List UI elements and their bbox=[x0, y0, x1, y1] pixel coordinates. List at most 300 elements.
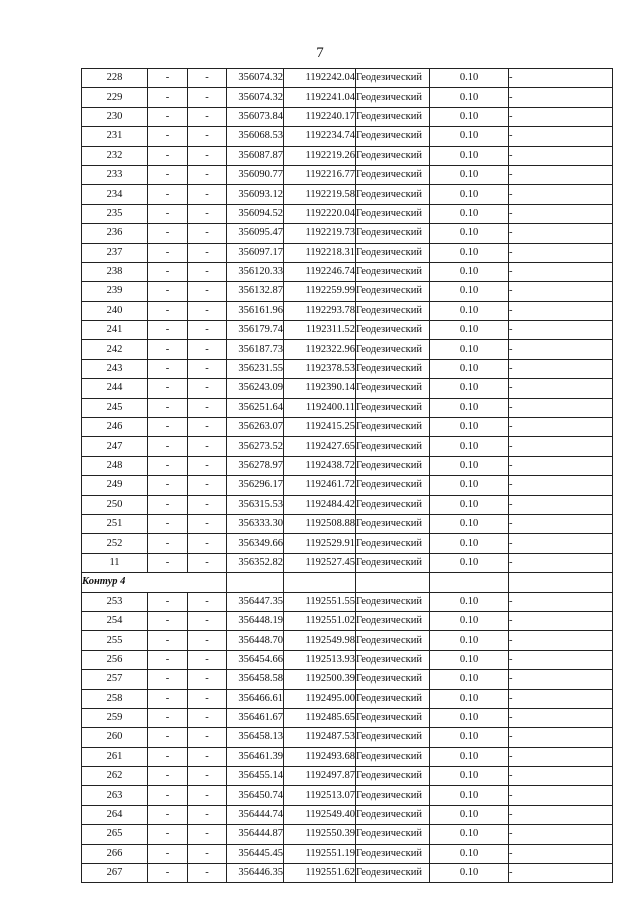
method-cell: Геодезический bbox=[356, 321, 430, 340]
description-cell: - bbox=[509, 262, 613, 281]
description-cell: - bbox=[509, 379, 613, 398]
coord-y-cell: 1192485.65 bbox=[284, 708, 356, 727]
old-x-cell: - bbox=[148, 282, 188, 301]
precision-cell: 0.10 bbox=[430, 379, 509, 398]
old-y-cell: - bbox=[188, 437, 227, 456]
coordinates-table-body bbox=[82, 69, 613, 883]
point-number-cell: 249 bbox=[82, 476, 148, 495]
description-cell: - bbox=[509, 864, 613, 883]
coord-x-cell: 356187.73 bbox=[227, 340, 284, 359]
old-x-cell: - bbox=[148, 728, 188, 747]
old-y-cell: - bbox=[188, 553, 227, 572]
old-y-cell: - bbox=[188, 708, 227, 727]
description-cell: - bbox=[509, 495, 613, 514]
old-x-cell: - bbox=[148, 456, 188, 475]
old-y-cell: - bbox=[188, 165, 227, 184]
old-x-cell: - bbox=[148, 127, 188, 146]
point-number-cell: 252 bbox=[82, 534, 148, 553]
old-x-cell: - bbox=[148, 553, 188, 572]
coord-x-cell: 356074.32 bbox=[227, 88, 284, 107]
coord-x-cell: 356461.39 bbox=[227, 747, 284, 766]
old-y-cell: - bbox=[188, 456, 227, 475]
old-y-cell: - bbox=[188, 146, 227, 165]
method-cell: Геодезический bbox=[356, 437, 430, 456]
table-row bbox=[82, 689, 613, 708]
old-y-cell: - bbox=[188, 844, 227, 863]
old-x-cell: - bbox=[148, 514, 188, 533]
coord-x-cell: 356455.14 bbox=[227, 767, 284, 786]
precision-cell: 0.10 bbox=[430, 650, 509, 669]
old-x-cell: - bbox=[148, 359, 188, 378]
precision-cell: 0.10 bbox=[430, 456, 509, 475]
table-row bbox=[82, 359, 613, 378]
coord-y-cell: 1192484.42 bbox=[284, 495, 356, 514]
method-cell: Геодезический bbox=[356, 864, 430, 883]
old-x-cell: - bbox=[148, 340, 188, 359]
old-x-cell: - bbox=[148, 611, 188, 630]
method-cell: Геодезический bbox=[356, 825, 430, 844]
point-number-cell: 11 bbox=[82, 553, 148, 572]
old-x-cell: - bbox=[148, 107, 188, 126]
coord-y-cell: 1192216.77 bbox=[284, 165, 356, 184]
table-row bbox=[82, 69, 613, 88]
old-y-cell: - bbox=[188, 767, 227, 786]
point-number-cell: 254 bbox=[82, 611, 148, 630]
table-row bbox=[82, 398, 613, 417]
coord-x-cell: 356278.97 bbox=[227, 456, 284, 475]
point-number-cell: 244 bbox=[82, 379, 148, 398]
old-y-cell: - bbox=[188, 107, 227, 126]
description-cell: - bbox=[509, 437, 613, 456]
coord-y-cell: 1192551.62 bbox=[284, 864, 356, 883]
description-cell: - bbox=[509, 708, 613, 727]
table-row bbox=[82, 282, 613, 301]
point-number-cell: 267 bbox=[82, 864, 148, 883]
precision-cell: 0.10 bbox=[430, 321, 509, 340]
old-y-cell: - bbox=[188, 825, 227, 844]
description-cell: - bbox=[509, 301, 613, 320]
old-y-cell: - bbox=[188, 476, 227, 495]
table-row bbox=[82, 708, 613, 727]
old-y-cell: - bbox=[188, 747, 227, 766]
coord-y-cell: 1192461.72 bbox=[284, 476, 356, 495]
coord-x-cell: 356251.64 bbox=[227, 398, 284, 417]
coord-y-cell: 1192550.39 bbox=[284, 825, 356, 844]
method-cell: Геодезический bbox=[356, 165, 430, 184]
coord-y-cell: 1192378.53 bbox=[284, 359, 356, 378]
description-cell: - bbox=[509, 805, 613, 824]
contour-header-row bbox=[82, 573, 613, 592]
method-cell: Геодезический bbox=[356, 301, 430, 320]
method-cell: Геодезический bbox=[356, 262, 430, 281]
precision-cell: 0.10 bbox=[430, 88, 509, 107]
coord-x-cell: 356087.87 bbox=[227, 146, 284, 165]
coord-x-cell: 356458.13 bbox=[227, 728, 284, 747]
coord-y-cell: 1192551.19 bbox=[284, 844, 356, 863]
coord-y-cell: 1192513.07 bbox=[284, 786, 356, 805]
old-y-cell: - bbox=[188, 805, 227, 824]
description-cell: - bbox=[509, 689, 613, 708]
old-y-cell: - bbox=[188, 243, 227, 262]
coord-x-cell: 356461.67 bbox=[227, 708, 284, 727]
description-cell: - bbox=[509, 670, 613, 689]
table-row bbox=[82, 767, 613, 786]
method-cell: Геодезический bbox=[356, 340, 430, 359]
point-number-cell: 242 bbox=[82, 340, 148, 359]
old-y-cell: - bbox=[188, 728, 227, 747]
coord-x-cell: 356090.77 bbox=[227, 165, 284, 184]
point-number-cell: 232 bbox=[82, 146, 148, 165]
description-cell: - bbox=[509, 611, 613, 630]
old-y-cell: - bbox=[188, 185, 227, 204]
method-cell: Геодезический bbox=[356, 398, 430, 417]
coord-x-cell: 356068.53 bbox=[227, 127, 284, 146]
precision-cell: 0.10 bbox=[430, 359, 509, 378]
description-cell: - bbox=[509, 282, 613, 301]
table-row bbox=[82, 88, 613, 107]
method-cell: Геодезический bbox=[356, 379, 430, 398]
method-cell: Геодезический bbox=[356, 534, 430, 553]
coord-x-cell: 356231.55 bbox=[227, 359, 284, 378]
method-cell: Геодезический bbox=[356, 592, 430, 611]
point-number-cell: 240 bbox=[82, 301, 148, 320]
empty-cell bbox=[356, 573, 430, 592]
coord-x-cell: 356349.66 bbox=[227, 534, 284, 553]
coord-x-cell: 356466.61 bbox=[227, 689, 284, 708]
point-number-cell: 250 bbox=[82, 495, 148, 514]
description-cell: - bbox=[509, 185, 613, 204]
table-row bbox=[82, 786, 613, 805]
precision-cell: 0.10 bbox=[430, 185, 509, 204]
description-cell: - bbox=[509, 844, 613, 863]
old-x-cell: - bbox=[148, 204, 188, 223]
coord-y-cell: 1192500.39 bbox=[284, 670, 356, 689]
old-x-cell: - bbox=[148, 747, 188, 766]
description-cell: - bbox=[509, 107, 613, 126]
table-row bbox=[82, 728, 613, 747]
coord-x-cell: 356179.74 bbox=[227, 321, 284, 340]
precision-cell: 0.10 bbox=[430, 204, 509, 223]
point-number-cell: 253 bbox=[82, 592, 148, 611]
coord-x-cell: 356315.53 bbox=[227, 495, 284, 514]
description-cell: - bbox=[509, 359, 613, 378]
contour-title: Контур 4 bbox=[82, 573, 227, 592]
old-x-cell: - bbox=[148, 301, 188, 320]
method-cell: Геодезический bbox=[356, 805, 430, 824]
coord-x-cell: 356352.82 bbox=[227, 553, 284, 572]
table-row bbox=[82, 844, 613, 863]
coord-y-cell: 1192219.26 bbox=[284, 146, 356, 165]
coord-x-cell: 356447.35 bbox=[227, 592, 284, 611]
old-x-cell: - bbox=[148, 495, 188, 514]
method-cell: Геодезический bbox=[356, 418, 430, 437]
old-x-cell: - bbox=[148, 185, 188, 204]
precision-cell: 0.10 bbox=[430, 127, 509, 146]
page-number: 7 bbox=[316, 45, 324, 61]
table-row bbox=[82, 631, 613, 650]
old-y-cell: - bbox=[188, 514, 227, 533]
point-number-cell: 262 bbox=[82, 767, 148, 786]
point-number-cell: 243 bbox=[82, 359, 148, 378]
precision-cell: 0.10 bbox=[430, 670, 509, 689]
coord-y-cell: 1192234.74 bbox=[284, 127, 356, 146]
description-cell: - bbox=[509, 321, 613, 340]
table-row bbox=[82, 224, 613, 243]
coord-x-cell: 356161.96 bbox=[227, 301, 284, 320]
point-number-cell: 233 bbox=[82, 165, 148, 184]
coord-y-cell: 1192390.14 bbox=[284, 379, 356, 398]
table-row bbox=[82, 747, 613, 766]
description-cell: - bbox=[509, 786, 613, 805]
empty-cell bbox=[227, 573, 284, 592]
precision-cell: 0.10 bbox=[430, 146, 509, 165]
coord-x-cell: 356263.07 bbox=[227, 418, 284, 437]
point-number-cell: 237 bbox=[82, 243, 148, 262]
description-cell: - bbox=[509, 514, 613, 533]
description-cell: - bbox=[509, 825, 613, 844]
precision-cell: 0.10 bbox=[430, 825, 509, 844]
precision-cell: 0.10 bbox=[430, 418, 509, 437]
old-y-cell: - bbox=[188, 418, 227, 437]
precision-cell: 0.10 bbox=[430, 224, 509, 243]
method-cell: Геодезический bbox=[356, 747, 430, 766]
table-row bbox=[82, 204, 613, 223]
precision-cell: 0.10 bbox=[430, 514, 509, 533]
coord-y-cell: 1192415.25 bbox=[284, 418, 356, 437]
point-number-cell: 239 bbox=[82, 282, 148, 301]
description-cell: - bbox=[509, 592, 613, 611]
description-cell: - bbox=[509, 88, 613, 107]
point-number-cell: 266 bbox=[82, 844, 148, 863]
coord-x-cell: 356073.84 bbox=[227, 107, 284, 126]
precision-cell: 0.10 bbox=[430, 340, 509, 359]
point-number-cell: 248 bbox=[82, 456, 148, 475]
old-y-cell: - bbox=[188, 88, 227, 107]
description-cell: - bbox=[509, 534, 613, 553]
old-y-cell: - bbox=[188, 864, 227, 883]
description-cell: - bbox=[509, 204, 613, 223]
method-cell: Геодезический bbox=[356, 786, 430, 805]
coord-x-cell: 356454.66 bbox=[227, 650, 284, 669]
coord-y-cell: 1192549.40 bbox=[284, 805, 356, 824]
precision-cell: 0.10 bbox=[430, 165, 509, 184]
description-cell: - bbox=[509, 456, 613, 475]
old-y-cell: - bbox=[188, 359, 227, 378]
method-cell: Геодезический bbox=[356, 611, 430, 630]
point-number-cell: 255 bbox=[82, 631, 148, 650]
precision-cell: 0.10 bbox=[430, 437, 509, 456]
method-cell: Геодезический bbox=[356, 728, 430, 747]
old-x-cell: - bbox=[148, 805, 188, 824]
old-x-cell: - bbox=[148, 650, 188, 669]
method-cell: Геодезический bbox=[356, 553, 430, 572]
point-number-cell: 230 bbox=[82, 107, 148, 126]
coord-y-cell: 1192240.17 bbox=[284, 107, 356, 126]
old-x-cell: - bbox=[148, 592, 188, 611]
old-x-cell: - bbox=[148, 437, 188, 456]
table-row bbox=[82, 301, 613, 320]
coord-y-cell: 1192242.04 bbox=[284, 69, 356, 88]
coord-y-cell: 1192241.04 bbox=[284, 88, 356, 107]
coord-x-cell: 356273.52 bbox=[227, 437, 284, 456]
old-y-cell: - bbox=[188, 321, 227, 340]
coord-x-cell: 356074.32 bbox=[227, 69, 284, 88]
coord-y-cell: 1192220.04 bbox=[284, 204, 356, 223]
coord-x-cell: 356333.30 bbox=[227, 514, 284, 533]
coord-x-cell: 356097.17 bbox=[227, 243, 284, 262]
precision-cell: 0.10 bbox=[430, 534, 509, 553]
method-cell: Геодезический bbox=[356, 689, 430, 708]
empty-cell bbox=[430, 573, 509, 592]
old-y-cell: - bbox=[188, 534, 227, 553]
old-x-cell: - bbox=[148, 88, 188, 107]
method-cell: Геодезический bbox=[356, 456, 430, 475]
old-x-cell: - bbox=[148, 786, 188, 805]
method-cell: Геодезический bbox=[356, 185, 430, 204]
point-number-cell: 231 bbox=[82, 127, 148, 146]
old-x-cell: - bbox=[148, 243, 188, 262]
point-number-cell: 263 bbox=[82, 786, 148, 805]
precision-cell: 0.10 bbox=[430, 398, 509, 417]
method-cell: Геодезический bbox=[356, 204, 430, 223]
old-y-cell: - bbox=[188, 262, 227, 281]
old-y-cell: - bbox=[188, 786, 227, 805]
old-y-cell: - bbox=[188, 301, 227, 320]
coord-y-cell: 1192513.93 bbox=[284, 650, 356, 669]
method-cell: Геодезический bbox=[356, 514, 430, 533]
precision-cell: 0.10 bbox=[430, 689, 509, 708]
description-cell: - bbox=[509, 728, 613, 747]
old-x-cell: - bbox=[148, 631, 188, 650]
old-x-cell: - bbox=[148, 224, 188, 243]
method-cell: Геодезический bbox=[356, 631, 430, 650]
point-number-cell: 261 bbox=[82, 747, 148, 766]
precision-cell: 0.10 bbox=[430, 805, 509, 824]
coord-y-cell: 1192495.00 bbox=[284, 689, 356, 708]
coord-y-cell: 1192438.72 bbox=[284, 456, 356, 475]
precision-cell: 0.10 bbox=[430, 282, 509, 301]
old-x-cell: - bbox=[148, 69, 188, 88]
old-x-cell: - bbox=[148, 767, 188, 786]
coord-y-cell: 1192219.73 bbox=[284, 224, 356, 243]
table-row bbox=[82, 592, 613, 611]
table-row bbox=[82, 107, 613, 126]
table-row bbox=[82, 340, 613, 359]
point-number-cell: 247 bbox=[82, 437, 148, 456]
method-cell: Геодезический bbox=[356, 127, 430, 146]
precision-cell: 0.10 bbox=[430, 728, 509, 747]
point-number-cell: 245 bbox=[82, 398, 148, 417]
old-x-cell: - bbox=[148, 864, 188, 883]
empty-cell bbox=[284, 573, 356, 592]
coord-y-cell: 1192427.65 bbox=[284, 437, 356, 456]
old-x-cell: - bbox=[148, 379, 188, 398]
precision-cell: 0.10 bbox=[430, 301, 509, 320]
table-row bbox=[82, 476, 613, 495]
old-y-cell: - bbox=[188, 650, 227, 669]
description-cell: - bbox=[509, 146, 613, 165]
point-number-cell: 246 bbox=[82, 418, 148, 437]
old-x-cell: - bbox=[148, 689, 188, 708]
old-x-cell: - bbox=[148, 476, 188, 495]
precision-cell: 0.10 bbox=[430, 611, 509, 630]
coord-y-cell: 1192293.78 bbox=[284, 301, 356, 320]
old-x-cell: - bbox=[148, 418, 188, 437]
empty-cell bbox=[509, 573, 613, 592]
table-row bbox=[82, 825, 613, 844]
table-row bbox=[82, 864, 613, 883]
point-number-cell: 265 bbox=[82, 825, 148, 844]
table-row bbox=[82, 456, 613, 475]
description-cell: - bbox=[509, 476, 613, 495]
method-cell: Геодезический bbox=[356, 146, 430, 165]
method-cell: Геодезический bbox=[356, 650, 430, 669]
precision-cell: 0.10 bbox=[430, 107, 509, 126]
old-x-cell: - bbox=[148, 398, 188, 417]
old-x-cell: - bbox=[148, 262, 188, 281]
description-cell: - bbox=[509, 418, 613, 437]
coord-x-cell: 356296.17 bbox=[227, 476, 284, 495]
description-cell: - bbox=[509, 553, 613, 572]
description-cell: - bbox=[509, 243, 613, 262]
table-row bbox=[82, 379, 613, 398]
coord-y-cell: 1192322.96 bbox=[284, 340, 356, 359]
table-row bbox=[82, 670, 613, 689]
old-y-cell: - bbox=[188, 592, 227, 611]
old-x-cell: - bbox=[148, 165, 188, 184]
method-cell: Геодезический bbox=[356, 767, 430, 786]
coord-y-cell: 1192219.58 bbox=[284, 185, 356, 204]
point-number-cell: 251 bbox=[82, 514, 148, 533]
description-cell: - bbox=[509, 69, 613, 88]
coord-x-cell: 356450.74 bbox=[227, 786, 284, 805]
point-number-cell: 236 bbox=[82, 224, 148, 243]
table-row bbox=[82, 262, 613, 281]
method-cell: Геодезический bbox=[356, 495, 430, 514]
coord-x-cell: 356445.45 bbox=[227, 844, 284, 863]
point-number-cell: 264 bbox=[82, 805, 148, 824]
method-cell: Геодезический bbox=[356, 844, 430, 863]
table-row bbox=[82, 418, 613, 437]
precision-cell: 0.10 bbox=[430, 476, 509, 495]
point-number-cell: 259 bbox=[82, 708, 148, 727]
coord-y-cell: 1192246.74 bbox=[284, 262, 356, 281]
old-x-cell: - bbox=[148, 670, 188, 689]
old-x-cell: - bbox=[148, 825, 188, 844]
precision-cell: 0.10 bbox=[430, 592, 509, 611]
old-y-cell: - bbox=[188, 224, 227, 243]
table-row bbox=[82, 321, 613, 340]
table-row bbox=[82, 514, 613, 533]
point-number-cell: 228 bbox=[82, 69, 148, 88]
table-row bbox=[82, 185, 613, 204]
coord-y-cell: 1192529.91 bbox=[284, 534, 356, 553]
coord-x-cell: 356448.19 bbox=[227, 611, 284, 630]
coord-y-cell: 1192549.98 bbox=[284, 631, 356, 650]
coord-y-cell: 1192218.31 bbox=[284, 243, 356, 262]
coord-x-cell: 356444.87 bbox=[227, 825, 284, 844]
coord-x-cell: 356132.87 bbox=[227, 282, 284, 301]
point-number-cell: 241 bbox=[82, 321, 148, 340]
method-cell: Геодезический bbox=[356, 708, 430, 727]
old-y-cell: - bbox=[188, 282, 227, 301]
point-number-cell: 235 bbox=[82, 204, 148, 223]
method-cell: Геодезический bbox=[356, 224, 430, 243]
old-y-cell: - bbox=[188, 689, 227, 708]
coord-x-cell: 356458.58 bbox=[227, 670, 284, 689]
old-x-cell: - bbox=[148, 708, 188, 727]
precision-cell: 0.10 bbox=[430, 864, 509, 883]
